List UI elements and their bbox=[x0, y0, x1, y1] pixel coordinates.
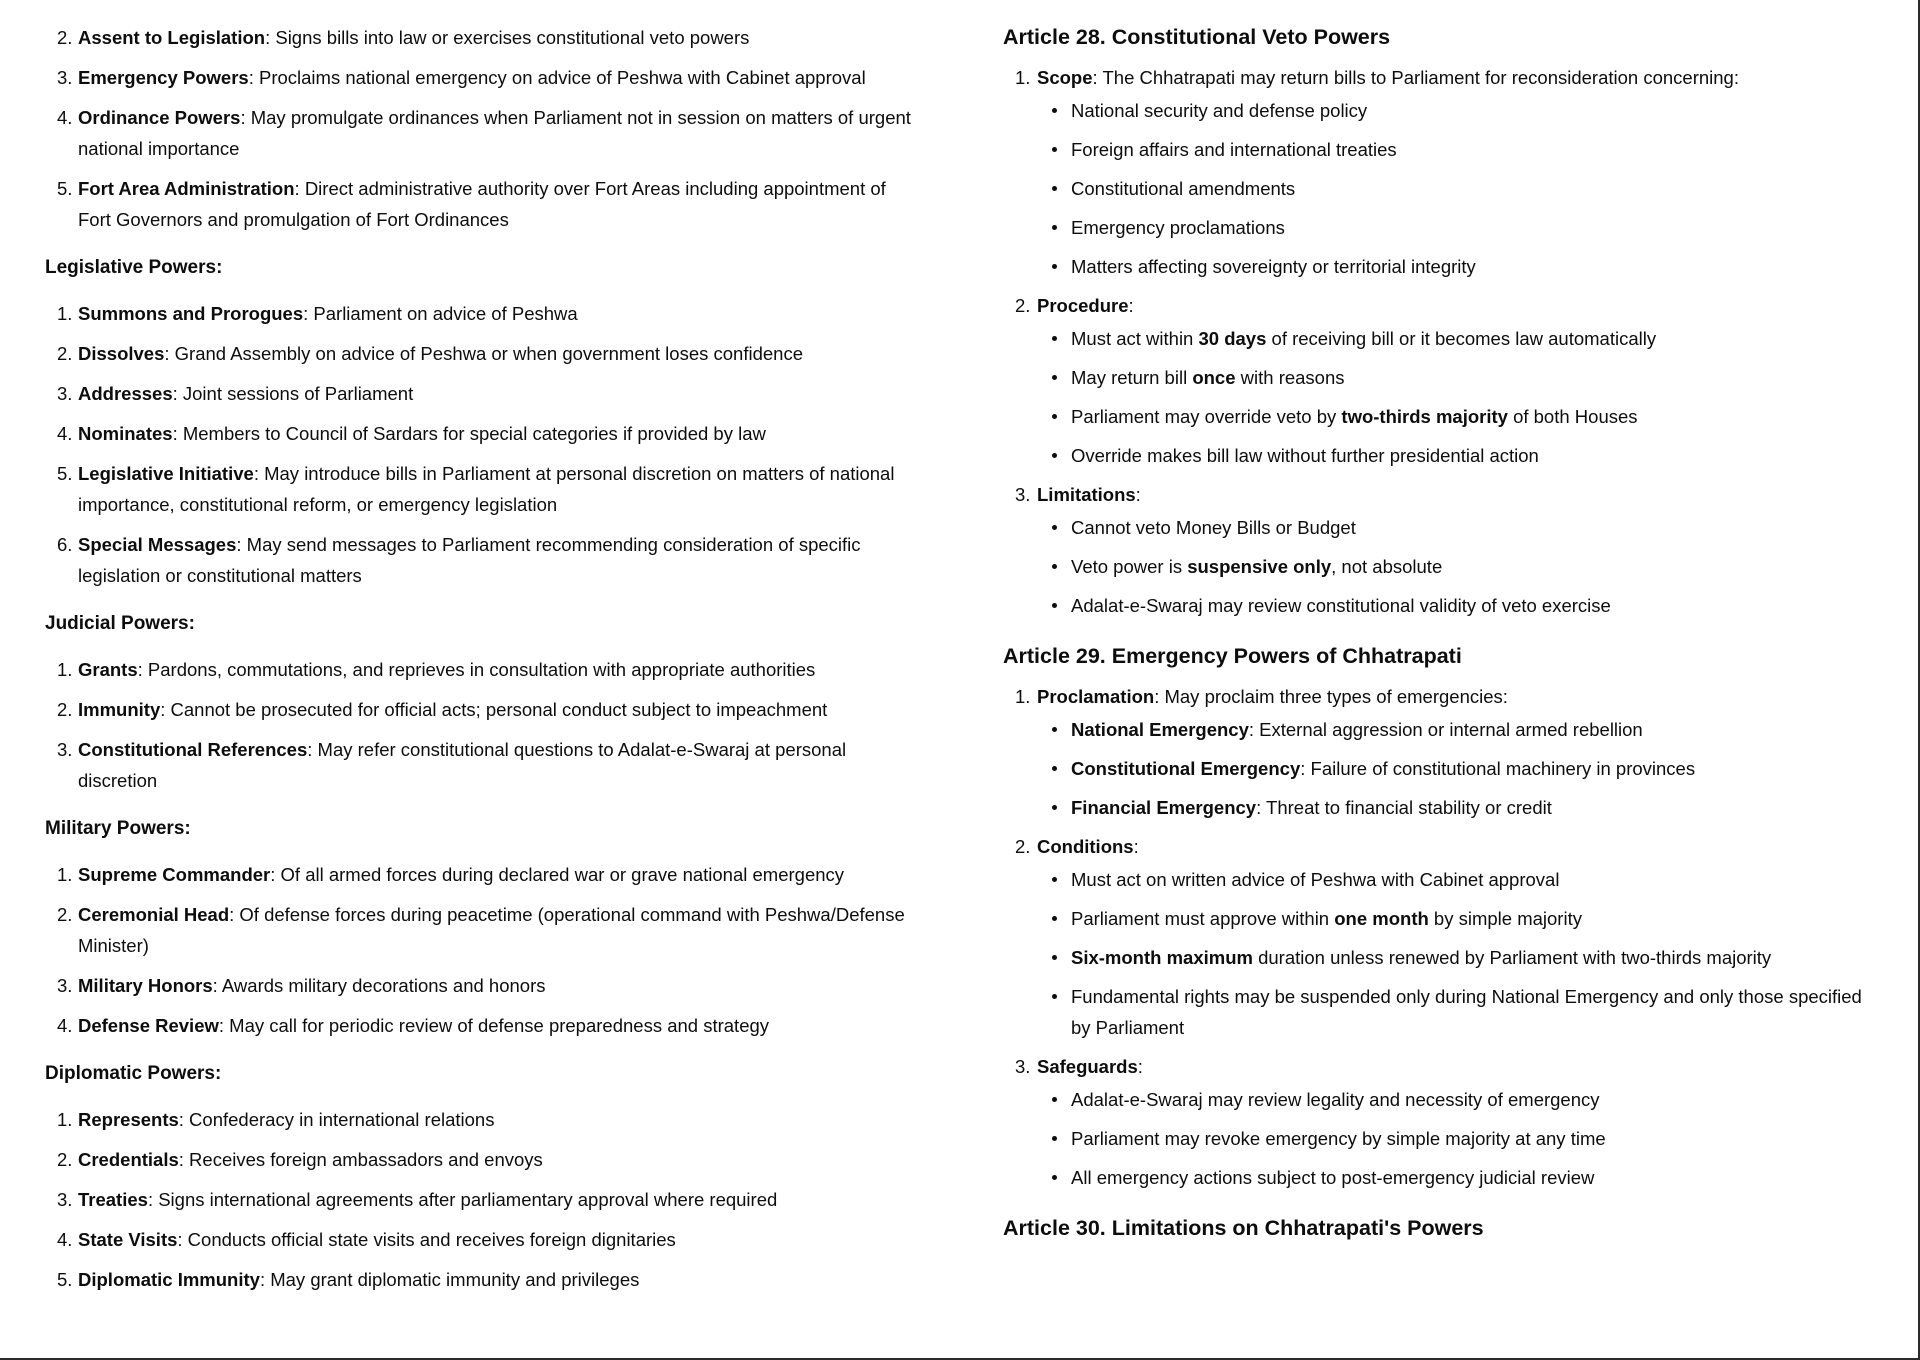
item-number: 2. bbox=[57, 343, 73, 364]
bullet-text: with reasons bbox=[1235, 367, 1345, 388]
list-item bbox=[45, 694, 915, 725]
article-28 bbox=[1003, 22, 1883, 621]
item-text: : Cannot be prosecuted for official acts; personal conduct subject to impeachment bbox=[160, 699, 828, 720]
clause-text: : bbox=[1137, 1056, 1143, 1077]
bullet-text: Veto power is bbox=[1071, 556, 1188, 577]
bullet-list bbox=[1037, 864, 1883, 1043]
list-item bbox=[45, 338, 915, 369]
item-number: 2. bbox=[57, 27, 73, 48]
bullet-list bbox=[1037, 512, 1883, 621]
item-number: 3. bbox=[57, 739, 73, 760]
bullet-bold-text: once bbox=[1192, 367, 1236, 388]
list-item bbox=[45, 734, 915, 796]
item-text: : Proclaims national emergency on advice of Peshwa with Cabinet approval bbox=[248, 67, 866, 88]
article-28-list bbox=[1003, 64, 1883, 621]
item-text: : Signs international agreements after parliamentary approval where required bbox=[147, 1189, 778, 1210]
bullet-text: Emergency proclamations bbox=[1071, 217, 1285, 238]
bullet-list bbox=[1037, 95, 1883, 282]
item-title: Special Messages bbox=[78, 534, 237, 555]
clause-item bbox=[1003, 683, 1883, 823]
bullet-item bbox=[1037, 251, 1883, 282]
clause-number: 3. bbox=[1015, 1056, 1031, 1077]
item-title: Diplomatic Immunity bbox=[78, 1269, 260, 1290]
item-number: 5. bbox=[57, 463, 73, 484]
bullet-item bbox=[1037, 864, 1883, 895]
clause-item bbox=[1003, 1053, 1883, 1193]
list-item bbox=[45, 1104, 915, 1135]
bullet-list bbox=[1037, 714, 1883, 823]
list-item bbox=[45, 458, 915, 520]
item-text: : May promulgate ordinances when Parliament not in session on matters of urgent national importance bbox=[78, 107, 911, 159]
bullet-item bbox=[1037, 134, 1883, 165]
clause-text: : May proclaim three types of emergencies: bbox=[1154, 686, 1508, 707]
item-text: : Signs bills into law or exercises constitutional veto powers bbox=[265, 27, 750, 48]
bullet-item bbox=[1037, 903, 1883, 934]
legislative-powers-list bbox=[45, 298, 915, 591]
clause-title: Procedure bbox=[1037, 295, 1129, 316]
judicial-powers-heading: Judicial Powers: bbox=[45, 613, 195, 634]
bullet-text: Cannot veto Money Bills or Budget bbox=[1071, 517, 1356, 538]
bullet-item bbox=[1037, 792, 1883, 823]
item-text: : May send messages to Parliament recommending consideration of specific legislation or constitutional matters bbox=[78, 534, 861, 586]
bullet-item bbox=[1037, 173, 1883, 204]
bullet-bold-text: suspensive only bbox=[1187, 556, 1332, 577]
list-item bbox=[45, 1224, 915, 1255]
bullet-text: : Failure of constitutional machinery in provinces bbox=[1300, 758, 1696, 779]
bullet-text: Parliament must approve within bbox=[1071, 908, 1335, 929]
item-title: Fort Area Administration bbox=[78, 178, 295, 199]
item-title: Assent to Legislation bbox=[78, 27, 266, 48]
bullet-text: May return bill bbox=[1071, 367, 1193, 388]
bullet-text: , not absolute bbox=[1331, 556, 1443, 577]
item-number: 1. bbox=[57, 303, 73, 324]
bullet-item bbox=[1037, 1123, 1883, 1154]
clause-title: Conditions bbox=[1037, 836, 1134, 857]
list-item bbox=[45, 859, 915, 890]
item-number: 2. bbox=[57, 1149, 73, 1170]
bullet-item bbox=[1037, 981, 1883, 1043]
bullet-item bbox=[1037, 1084, 1883, 1115]
clause-item bbox=[1003, 64, 1883, 282]
bullet-bold-text: National Emergency bbox=[1071, 719, 1249, 740]
bullet-text: Foreign affairs and international treaties bbox=[1071, 139, 1397, 160]
bullet-text: Fundamental rights may be suspended only during National Emergency and only those specified by Parliament bbox=[1071, 986, 1862, 1038]
list-item bbox=[45, 1144, 915, 1175]
bullet-text: All emergency actions subject to post-emergency judicial review bbox=[1071, 1167, 1595, 1188]
item-text: : Joint sessions of Parliament bbox=[172, 383, 414, 404]
bullet-text: : Threat to financial stability or credit bbox=[1256, 797, 1552, 818]
bullet-text: by simple majority bbox=[1428, 908, 1582, 929]
bullet-text: National security and defense policy bbox=[1071, 100, 1368, 121]
item-title: Immunity bbox=[78, 699, 161, 720]
item-title: Emergency Powers bbox=[78, 67, 249, 88]
clause-item bbox=[1003, 481, 1883, 621]
bullet-item bbox=[1037, 95, 1883, 126]
clause-title: Safeguards bbox=[1037, 1056, 1138, 1077]
item-text: : Grand Assembly on advice of Peshwa or when government loses confidence bbox=[164, 343, 803, 364]
item-number: 1. bbox=[57, 659, 73, 680]
clause-text: : bbox=[1128, 295, 1134, 316]
clause-number: 2. bbox=[1015, 295, 1031, 316]
list-item bbox=[45, 418, 915, 449]
item-text: : May refer constitutional questions to Adalat-e-Swaraj at personal discretion bbox=[78, 739, 847, 791]
item-title: Legislative Initiative bbox=[78, 463, 254, 484]
item-text: : Of all armed forces during declared war or grave national emergency bbox=[270, 864, 845, 885]
item-text: : Receives foreign ambassadors and envoys bbox=[178, 1149, 543, 1170]
item-number: 1. bbox=[57, 1109, 73, 1130]
list-item bbox=[45, 529, 915, 591]
item-text: : Confederacy in international relations bbox=[178, 1109, 495, 1130]
item-title: Addresses bbox=[78, 383, 173, 404]
list-item bbox=[45, 1264, 915, 1295]
bullet-text: of both Houses bbox=[1507, 406, 1638, 427]
bullet-bold-text: one month bbox=[1334, 908, 1429, 929]
bullet-item bbox=[1037, 440, 1883, 471]
bullet-text: Parliament may override veto by bbox=[1071, 406, 1342, 427]
item-text: : Parliament on advice of Peshwa bbox=[303, 303, 578, 324]
item-number: 5. bbox=[57, 178, 73, 199]
clause-title: Proclamation bbox=[1037, 686, 1155, 707]
item-number: 5. bbox=[57, 1269, 73, 1290]
item-title: Supreme Commander bbox=[78, 864, 271, 885]
bullet-text: Matters affecting sovereignty or territorial integrity bbox=[1071, 256, 1476, 277]
list-item bbox=[45, 970, 915, 1001]
article-30-heading: Article 30. Limitations on Chhatrapati's Powers bbox=[1003, 1216, 1484, 1240]
item-title: Ceremonial Head bbox=[78, 904, 230, 925]
item-text: : Awards military decorations and honors bbox=[212, 975, 546, 996]
bullet-item bbox=[1037, 512, 1883, 543]
clause-number: 1. bbox=[1015, 67, 1031, 88]
clause-number: 1. bbox=[1015, 686, 1031, 707]
bullet-item bbox=[1037, 323, 1883, 354]
list-item bbox=[45, 654, 915, 685]
bullet-item bbox=[1037, 1162, 1883, 1193]
bullet-text: : External aggression or internal armed rebellion bbox=[1248, 719, 1643, 740]
bullet-text: Adalat-e-Swaraj may review legality and necessity of emergency bbox=[1071, 1089, 1600, 1110]
article-29-list bbox=[1003, 683, 1883, 1193]
item-number: 3. bbox=[57, 975, 73, 996]
bullet-text: Parliament may revoke emergency by simple majority at any time bbox=[1071, 1128, 1606, 1149]
item-text: : Pardons, commutations, and reprieves in consultation with appropriate authorities bbox=[137, 659, 816, 680]
bullet-text: duration unless renewed by Parliament with two-thirds majority bbox=[1252, 947, 1772, 968]
item-number: 4. bbox=[57, 423, 73, 444]
item-title: Dissolves bbox=[78, 343, 165, 364]
article-29-heading: Article 29. Emergency Powers of Chhatrapati bbox=[1003, 644, 1462, 668]
item-text: : May introduce bills in Parliament at personal discretion on matters of national importance, constitutional reform, or emergency legislation bbox=[78, 463, 895, 515]
item-text: : Of defense forces during peacetime (operational command with Peshwa/Defense Minister) bbox=[78, 904, 905, 956]
bullet-item bbox=[1037, 753, 1883, 784]
item-title: State Visits bbox=[78, 1229, 178, 1250]
list-item bbox=[45, 22, 915, 53]
military-powers-list bbox=[45, 859, 915, 1041]
bullet-list bbox=[1037, 323, 1883, 471]
bullet-text: Adalat-e-Swaraj may review constitutional validity of veto exercise bbox=[1071, 595, 1611, 616]
list-item bbox=[45, 298, 915, 329]
bullet-item bbox=[1037, 714, 1883, 745]
executive-powers-list bbox=[45, 22, 915, 235]
item-number: 3. bbox=[57, 67, 73, 88]
right-column bbox=[1003, 22, 1883, 1263]
item-number: 2. bbox=[57, 699, 73, 720]
bullet-bold-text: Six-month maximum bbox=[1071, 947, 1253, 968]
item-text: : Direct administrative authority over Fort Areas including appointment of Fort Governors and promulgation of Fort Ordinances bbox=[78, 178, 886, 230]
item-text: : May call for periodic review of defense preparedness and strategy bbox=[218, 1015, 770, 1036]
item-number: 4. bbox=[57, 1229, 73, 1250]
item-number: 3. bbox=[57, 1189, 73, 1210]
article-29 bbox=[1003, 641, 1883, 1193]
bullet-bold-text: two-thirds majority bbox=[1341, 406, 1508, 427]
item-number: 4. bbox=[57, 1015, 73, 1036]
bullet-bold-text: Financial Emergency bbox=[1071, 797, 1257, 818]
clause-text: : bbox=[1133, 836, 1139, 857]
list-item bbox=[45, 1184, 915, 1215]
item-text: : Conducts official state visits and receives foreign dignitaries bbox=[177, 1229, 676, 1250]
bullet-item bbox=[1037, 401, 1883, 432]
item-title: Military Honors bbox=[78, 975, 213, 996]
item-title: Defense Review bbox=[78, 1015, 219, 1036]
item-number: 4. bbox=[57, 107, 73, 128]
left-column bbox=[45, 22, 915, 1304]
bullet-item bbox=[1037, 362, 1883, 393]
item-text: : Members to Council of Sardars for special categories if provided by law bbox=[172, 423, 766, 444]
bullet-text: Must act on written advice of Peshwa with Cabinet approval bbox=[1071, 869, 1560, 890]
clause-text: : bbox=[1135, 484, 1141, 505]
list-item bbox=[45, 173, 915, 235]
item-title: Ordinance Powers bbox=[78, 107, 241, 128]
item-title: Constitutional References bbox=[78, 739, 308, 760]
bullet-item bbox=[1037, 590, 1883, 621]
bullet-text: Override makes bill law without further presidential action bbox=[1071, 445, 1539, 466]
bullet-text: Must act within bbox=[1071, 328, 1199, 349]
article-30 bbox=[1003, 1213, 1883, 1243]
item-title: Nominates bbox=[78, 423, 173, 444]
judicial-powers-list bbox=[45, 654, 915, 796]
item-title: Represents bbox=[78, 1109, 179, 1130]
list-item bbox=[45, 378, 915, 409]
diplomatic-powers-list bbox=[45, 1104, 915, 1295]
clause-title: Scope bbox=[1037, 67, 1093, 88]
list-item bbox=[45, 1010, 915, 1041]
bullet-list bbox=[1037, 1084, 1883, 1193]
list-item bbox=[45, 102, 915, 164]
clause-text: : The Chhatrapati may return bills to Parliament for reconsideration concerning: bbox=[1092, 67, 1739, 88]
bullet-text: Constitutional amendments bbox=[1071, 178, 1296, 199]
clause-item bbox=[1003, 833, 1883, 1043]
item-number: 2. bbox=[57, 904, 73, 925]
list-item bbox=[45, 899, 915, 961]
diplomatic-powers-heading: Diplomatic Powers: bbox=[45, 1063, 222, 1084]
article-28-heading: Article 28. Constitutional Veto Powers bbox=[1003, 25, 1391, 49]
bullet-item bbox=[1037, 942, 1883, 973]
bullet-item bbox=[1037, 551, 1883, 582]
clause-title: Limitations bbox=[1037, 484, 1136, 505]
legislative-powers-heading: Legislative Powers: bbox=[45, 257, 223, 278]
bullet-bold-text: 30 days bbox=[1198, 328, 1267, 349]
clause-number: 2. bbox=[1015, 836, 1031, 857]
bullet-bold-text: Constitutional Emergency bbox=[1071, 758, 1301, 779]
clause-number: 3. bbox=[1015, 484, 1031, 505]
item-title: Treaties bbox=[78, 1189, 148, 1210]
item-number: 6. bbox=[57, 534, 73, 555]
military-powers-heading: Military Powers: bbox=[45, 818, 191, 839]
item-number: 1. bbox=[57, 864, 73, 885]
bullet-text: of receiving bill or it becomes law automatically bbox=[1266, 328, 1657, 349]
item-number: 3. bbox=[57, 383, 73, 404]
item-title: Summons and Prorogues bbox=[78, 303, 304, 324]
clause-item bbox=[1003, 292, 1883, 471]
bullet-item bbox=[1037, 212, 1883, 243]
item-title: Credentials bbox=[78, 1149, 179, 1170]
item-text: : May grant diplomatic immunity and privileges bbox=[259, 1269, 640, 1290]
item-title: Grants bbox=[78, 659, 138, 680]
list-item bbox=[45, 62, 915, 93]
